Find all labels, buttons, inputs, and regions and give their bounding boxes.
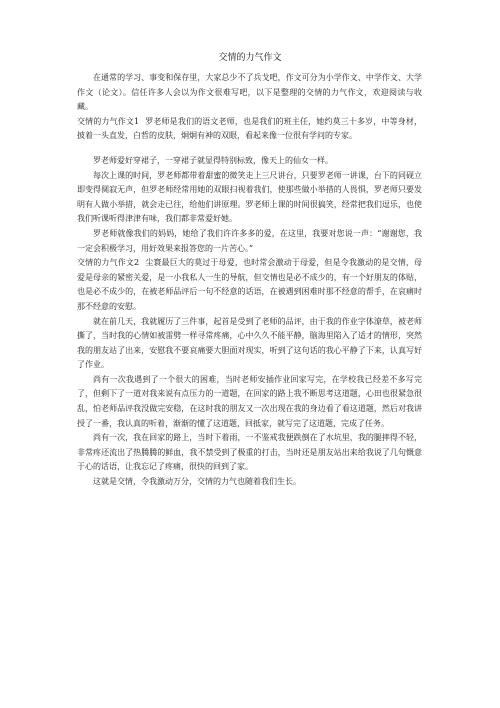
essay-2-paragraph: 这就是交情，令我激动万分，交情的力气也随着我们生长。	[93, 477, 301, 487]
essay-1-paragraph: 罗老师爱好穿裙子，一穿裙子就显得特别标致，像天上的仙女一样。	[93, 155, 333, 165]
intro-paragraph: 在通常的学习、事变和保存里，大家总少不了兵戈吧，作文可分为小学作文、中学作文、大学作文（论文）。信任许多人会以为作文很难写吧，以下是整理的交情的力气作文，欢迎阅读与收藏。	[77, 73, 422, 112]
essay-2-paragraph: 就在前几天，我就履历了三件事，起首是受到了老师的品评，由于我的作业字体潦草，被老师撕了，当时我的心情如被雷劈一样寻常疼痛，心中久久不能平静，脑海里陷入了适才的情形，突然我的朋友站了出来，安慰我不要哀痛要大胆面对现实，听到了这句话的我心平静了下来，认真写好了作业。	[77, 316, 422, 370]
essay-2-label: 交情的力气作文2	[77, 258, 140, 268]
paragraph-gap	[77, 144, 422, 154]
essay-1-paragraph: 每次上课的时间，罗老师都带着甜蜜的微笑走上三尺讲台，只要罗老师一讲课，台下的同砚立即变得阒寂无声，但罗老师经常用她的双眼扫视着我们，使那些做小举措的人畏惧，罗老师只要发明有人做小举措，就会走已往，给他们讲原理。罗老师上课的时间很搞笑，经常把我们逗乐，也使我们听课听得津津有味，我们都非常爱好她。	[77, 170, 422, 224]
essay-1-paragraph: 罗老师就像我们的妈妈，她给了我们许许多多的爱，在这里，我要对您说一声：“谢谢您，我一定会积极学习，用好效果来报答您的一片苦心。”	[77, 228, 422, 253]
essay-1-opening-text: 罗老师是我们的语文老师，也是我们的班主任，她约莫三十多岁，中等身材，披着一头直发，白哲的皮肤，炯炯有神的双眼，看起来像一位很有学问的专家。	[77, 116, 423, 141]
essay-2-paragraph: 尚有一次，我在回家的路上，当时下着雨，一不鉴戒我便跌倒在了水坑里，我的腿摔得不轻，非常疼还流出了热腾腾的鲜血，我不禁受到了极重的打击，当时还是朋友站出来给我说了几句慨意于心的话语，让我忘记了疼痛，很快的回到了家。	[77, 433, 422, 472]
document-title: 交情的力气作文	[218, 53, 282, 63]
essay-1-label: 交情的力气作文1	[77, 116, 140, 126]
essay-1-opening	[77, 115, 422, 144]
essay-2-paragraph: 尚有一次我遇到了一个很大的困难，当时老师安插作业回家写完，在学校我已经差不多写完了，但剩下了一道对我来说有点压力的一道题，在回家的路上我不断思考这道题，心田也很紧急很乱，怕老师品评我没做完安稳，在这时我的朋友又一次出现在我的身边看了看这道题，然后对我讲授了一番，我认真的听着，渐渐的懂了这道题，回抵家，就写完了这道题，完成了任务。	[77, 374, 422, 428]
essay-2-opening-text: 尘寰最巨大的莫过于母爱，也时常会激动于母爱，但是令我激动的是交情，母爱是母亲的紧密关爱，是一小我私人一生的导航，但交情也是必不成少的，有一个好朋友的体贴，也是必不成少的，在被老师品评后一句不经意的话语，在被遇到困难时那不经意的帮手，在哀痛时那不经意的安慰。	[77, 258, 423, 311]
essay-2-opening	[77, 256, 422, 314]
document-body	[77, 71, 422, 490]
